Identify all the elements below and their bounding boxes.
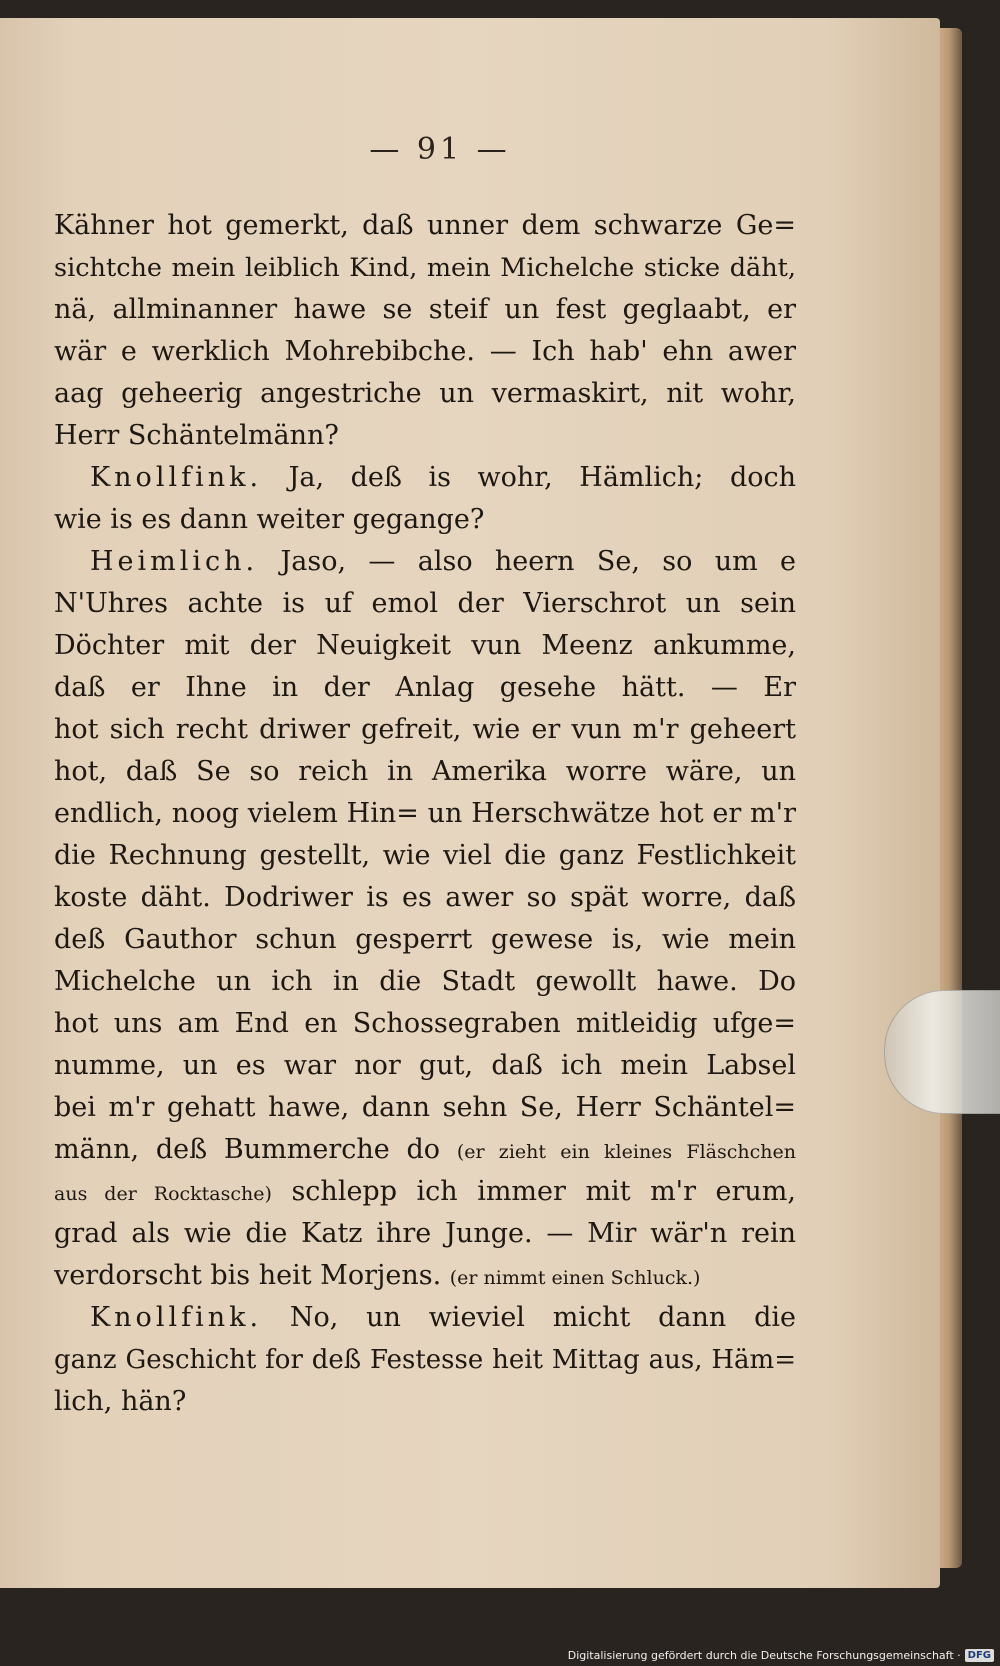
dfg-logo: DFG — [965, 1649, 994, 1662]
digitization-credit — [568, 1646, 994, 1664]
text-line: hot sich recht driwer gefreit, wie er vun m'r geheert — [54, 714, 796, 745]
text-line: hot uns am End en Schossegraben mitleidig ufge= — [54, 1008, 796, 1039]
text-line: Kähner hot gemerkt, daß unner dem schwarze Ge= — [54, 210, 796, 241]
text-line: koste däht. Dodriwer is es awer so spät worre, daß — [54, 882, 796, 913]
text-line: ganz Geschicht for deß Festesse heit Mittag aus, Häm= — [54, 1345, 796, 1375]
stage-direction: (er zieht ein kleines Fläschchen — [456, 1141, 796, 1163]
text-line: deß Gauthor schun gesperrt gewese is, wie mein — [54, 924, 796, 955]
speaker-name: Knollfink. — [90, 1302, 263, 1333]
text-line: Knollfink. Ja, deß is wohr, Hämlich; doch — [90, 462, 796, 493]
text-line: aus der Rocktasche) schlepp ich immer mit m'r erum, — [54, 1176, 796, 1207]
page-text — [54, 205, 796, 1423]
text-line: aag geheerig angestriche un vermaskirt, nit wohr, — [54, 378, 796, 409]
speaker-name: Knollfink. — [90, 462, 263, 493]
text-line: Knollfink. No, un wieviel micht dann die — [90, 1302, 796, 1333]
page-number: — 91 — — [369, 132, 511, 167]
speaker-name: Heimlich. — [90, 546, 259, 577]
text-line: Döchter mit der Neuigkeit vun Meenz ankumme, — [54, 630, 796, 661]
text-line: lich, hän? — [54, 1386, 187, 1417]
text-line: Michelche un ich in die Stadt gewollt hawe. Do — [54, 966, 796, 997]
text-line: daß er Ihne in der Anlag gesehe hätt. — Er — [54, 672, 796, 703]
text-line: männ, deß Bummerche do (er zieht ein kleines Fläschchen — [54, 1134, 796, 1165]
text-line: verdorscht bis heit Morjens. (er nimmt einen Schluck.) — [54, 1260, 701, 1291]
text-line: sichtche mein leiblich Kind, mein Michelche sticke däht, — [54, 253, 796, 283]
credit-text: Digitalisierung gefördert durch die Deutsche Forschungsgemeinschaft · — [567, 1648, 961, 1662]
text-line: numme, un es war nor gut, daß ich mein Labsel — [54, 1050, 796, 1081]
text-line: die Rechnung gestellt, wie viel die ganz Festlichkeit — [54, 840, 796, 871]
text-line: hot, daß Se so reich in Amerika worre wäre, un — [54, 756, 796, 787]
text-line: grad als wie die Katz ihre Junge. — Mir wär'n rein — [54, 1218, 796, 1249]
text-line: endlich, noog vielem Hin= un Herschwätze hot er m'r — [54, 798, 796, 829]
page-clip — [884, 990, 1000, 1114]
stage-direction: aus der Rocktasche) — [54, 1183, 272, 1205]
text-line: Heimlich. Jaso, — also heern Se, so um e — [90, 546, 796, 577]
text-line: wie is es dann weiter gegange? — [54, 504, 485, 535]
text-line: Herr Schäntelmänn? — [54, 420, 339, 451]
text-line: nä, allminanner hawe se steif un fest geglaabt, er — [54, 294, 796, 325]
text-line: wär e werklich Mohrebibche. — Ich hab' ehn awer — [54, 336, 796, 367]
text-line: N'Uhres achte is uf emol der Vierschrot un sein — [54, 588, 796, 619]
stage-direction: (er nimmt einen Schluck.) — [449, 1267, 701, 1289]
text-line: bei m'r gehatt hawe, dann sehn Se, Herr Schäntel= — [54, 1092, 796, 1123]
